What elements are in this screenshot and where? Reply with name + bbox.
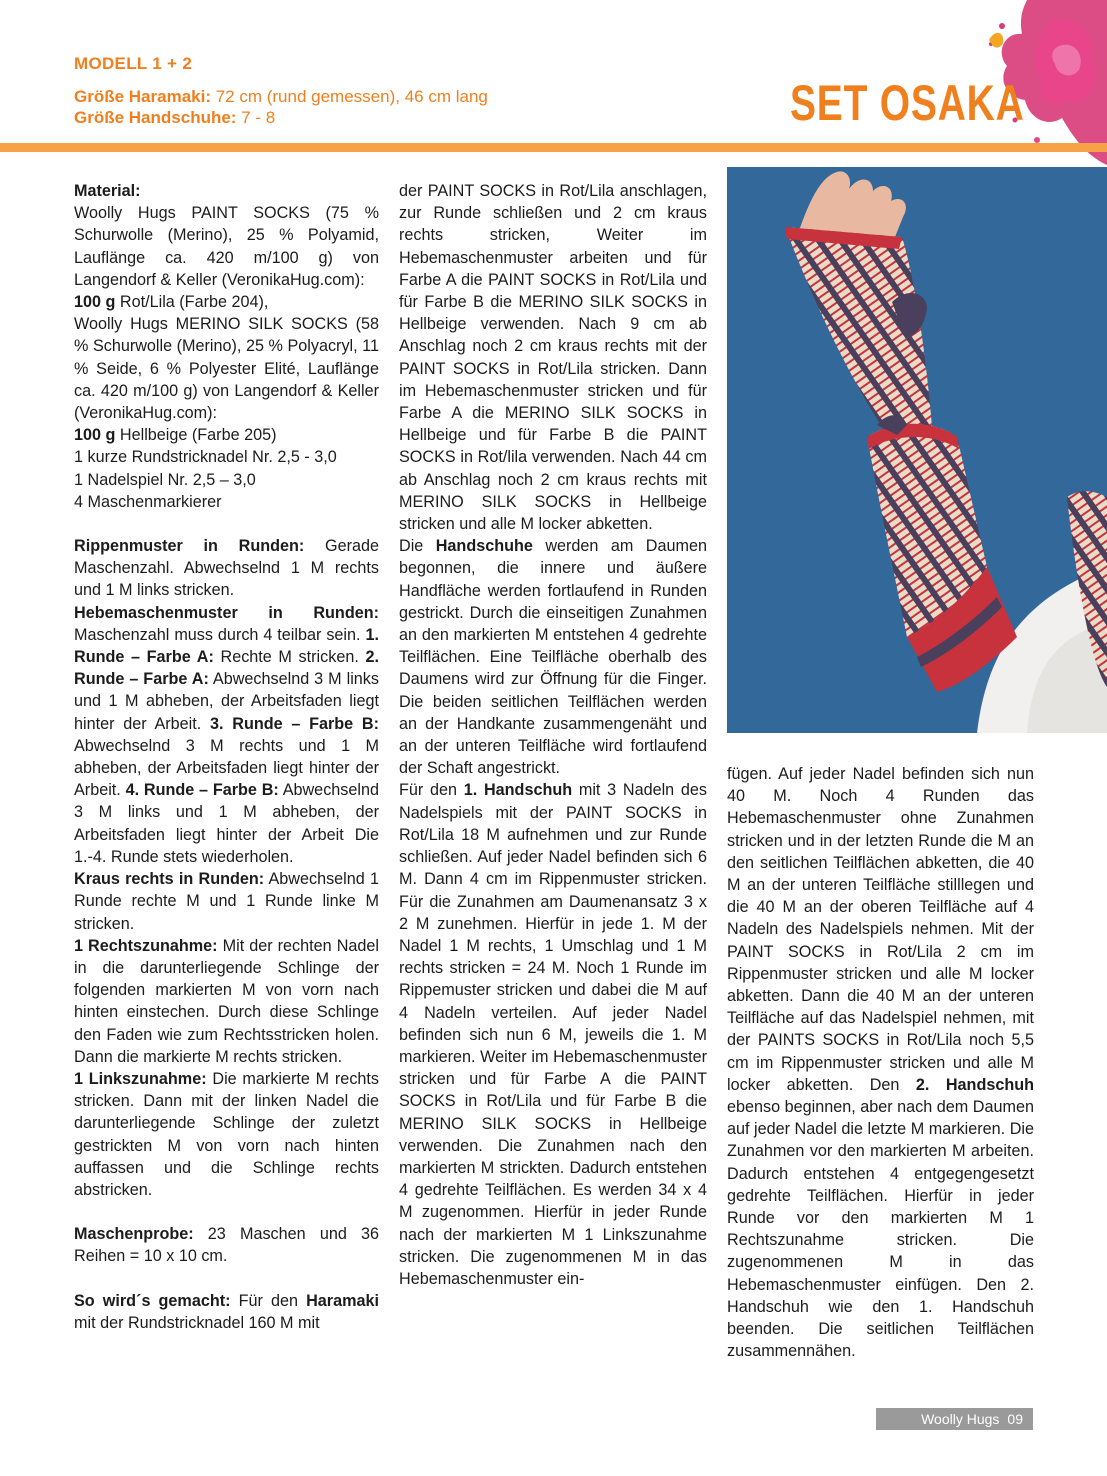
- material-item: Woolly Hugs MERINO SILK SOCKS (58 % Schurwolle (Merino), 25 % Polyacryl, 11 % Seide, 6 % Polyester Elité, Lauflänge ca. 420 m/100 g) von Langendorf & Keller (VeronikaHug.com):: [74, 315, 379, 423]
- slip-stitch-pattern: Hebemaschenmuster in Runden: Maschenzahl muss durch 4 teilbar sein. 1. Runde – Farbe A: Rechte M stricken. 2. Runde – Farbe A: Abwechselnd 3 M links und 1 M abheben, der Arbeitsfaden liegt hinter der Arbeit. 3. Runde – Farbe B: Abwechselnd 3 M rechts und 1 M abheben, der Arbeitsfaden liegt hinter der Arbeit. 4. Runde – Farbe B: Abwechselnd 3 M links und 1 M abheben, der Arbeitsfaden liegt hinter der Arbeit Die 1.-4. Runde stets wiederholen.: [74, 603, 379, 866]
- size-haramaki: Größe Haramaki: 72 cm (rund gemessen), 46 cm lang: [74, 87, 488, 106]
- material-item: 4 Maschenmarkierer: [74, 492, 222, 511]
- material-item: Woolly Hugs PAINT SOCKS (75 % Schurwolle (Merino), 25 % Polyamid, Lauflänge ca. 420 m/100 g) von Langendorf & Keller (VeronikaHug.com):: [74, 204, 379, 289]
- page-footer: [876, 1408, 1033, 1430]
- text-column-1: [74, 180, 379, 1334]
- brand-name: Woolly Hugs: [921, 1411, 1000, 1427]
- page-title: SET OSAKA: [790, 75, 1025, 131]
- header-divider: [0, 143, 1107, 152]
- gloves-finishing: fügen. Auf jeder Nadel befinden sich nun 40 M. Noch 4 Runden das Hebemaschenmuster ohne Zunahmen stricken und in der letzten Runde die M an den seitlichen Teilflächen abketten, die 40 M an der unteren Teilfläche stilllegen und die 40 M an der oberen Teilfläche auf 4 Nadeln des Nadelspiels nehmen. Mit der PAINT SOCKS in Rot/Lila 2 cm im Rippenmuster stricken und alle M locker abketten. Dann die 40 M an der unteren Teilfläche auf das Nadelspiel nehmen, mit der PAINTS SOCKS in Rot/Lila noch 5,5 cm im Rippenmuster stricken und alle M locker abketten. Den 2. Handschuh ebenso beginnen, aber nach dem Daumen auf jeder Nadel die letzte M markieren. Die Zunahmen vor den markierten M arbeiten. Dadurch entstehen 4 entgegengesetzt gedrehte Teilflächen. Hierfür in jeder Runde vor den markierten M 1 Rechtszunahme stricken. Die zugenommenen M in das Hebemaschenmuster einfügen. Den 2. Handschuh wie den 1. Handschuh beenden. Die seitlichen Teilflächen zusammennähen.: [727, 765, 1034, 1361]
- first-glove-instructions: Für den 1. Handschuh mit 3 Nadeln des Nadelspiels mit der PAINT SOCKS in Rot/Lila 18 M aufnehmen und zur Runde schließen. Auf jeder Nadel befinden sich 6 M. Dann 4 cm im Rippenmuster stricken. Für die Zunahmen am Daumenansatz 3 x 2 M zunehmen. Hierfür in jede 1. M der Nadel 1 M rechts, 1 Umschlag und 1 M rechts stricken = 24 M. Noch 1 Runde im Rippemuster stricken und dabei die M auf 4 Nadeln verteilen. Auf jeder Nadel befinden sich nun 6 M, jeweils die 1. M markieren. Weiter im Hebemaschenmuster stricken und für Farbe A die PAINT SOCKS in Rot/Lila und für Farbe B die MERINO SILK SOCKS in Hellbeige verwenden. Die Zunahmen nach den markierten M strickten. Dadurch entstehen 4 gedrehte Teilflächen. Es werden 34 x 4 M zugenommen. Hierfür in jeder Runde nach der markierten M 1 Linkszunahme stricken. Die zugenommenen M in das Hebemaschenmuster ein-: [399, 781, 708, 1288]
- material-item: 100 g Hellbeige (Farbe 205): [74, 426, 277, 445]
- rib-pattern: Rippenmuster in Runden: Gerade Maschenzahl. Abwechselnd 1 M rechts und 1 M links stricken.: [74, 537, 379, 600]
- gauge: Maschenprobe: 23 Maschen und 36 Reihen = 10 x 10 cm.: [74, 1225, 379, 1266]
- right-increase: 1 Rechtszunahme: Mit der rechten Nadel in die darunterliegende Schlinge der folgenden markierten M von vorn nach hinten einstechen. Durch diese Schlinge den Faden wie zum Rechtsstricken holen. Dann die markierte M rechts stricken.: [74, 936, 379, 1066]
- text-column-2: [399, 180, 707, 1290]
- text-column-3: [727, 763, 1034, 1362]
- material-item: 1 Nadelspiel Nr. 2,5 – 3,0: [74, 470, 256, 489]
- instructions-start: So wird´s gemacht: Für den Haramaki mit der Rundstricknadel 160 M mit: [74, 1291, 379, 1332]
- gloves-intro: Die Handschuhe werden am Daumen begonnen, die innere und äußere Handfläche werden fortlaufend in Runden gestrickt. Durch die einseitigen Zunahmen an den markierten M entstehen 4 gedrehte Teilflächen. Eine Teilfläche oberhalb des Daumens wird zur Öffnung für die Finger. Die beiden seitlichen Teilflächen werden an der Handkante zusammengenäht und an der unteren Teilfläche wird fortlaufend der Schaft angestrickt.: [399, 537, 707, 778]
- size-gloves: Größe Handschuhe: 7 - 8: [74, 108, 276, 127]
- left-increase: 1 Linkszunahme: Die markierte M rechts stricken. Dann mit der linken Nadel die darunterliegende Schlinge der zuletzt gestrickten M von vorn nach hinten auffassen und die Schlinge rechts abstricken.: [74, 1069, 380, 1199]
- garter-pattern: Kraus rechts in Runden: Abwechselnd 1 Runde rechte M und 1 Runde linke M stricken.: [74, 870, 379, 933]
- model-label: MODELL 1 + 2: [74, 54, 193, 73]
- material-item: 100 g Rot/Lila (Farbe 204),: [74, 293, 269, 312]
- model-header: [74, 54, 774, 128]
- product-photo: [727, 167, 1107, 733]
- page-number: 09: [1007, 1411, 1023, 1427]
- material-item: 1 kurze Rundstricknadel Nr. 2,5 - 3,0: [74, 448, 337, 467]
- material-heading: Material:: [74, 182, 141, 200]
- gloves-illustration: [727, 167, 1107, 733]
- haramaki-instructions: der PAINT SOCKS in Rot/Lila anschlagen, zur Runde schließen und 2 cm kraus rechts stricken, Weiter im Hebemaschenmuster arbeiten und für Farbe A die PAINT SOCKS in Rot/Lila und für Farbe B die MERINO SILK SOCKS in Hellbeige verwenden. Nach 9 cm ab Anschlag noch 2 cm kraus rechts mit der PAINT SOCKS in Rot/Lila stricken. Dann im Hebemaschenmuster stricken und für Farbe A die MERINO SILK SOCKS in Hellbeige und für Farbe B die PAINT SOCKS in Rot/lila verwenden. Nach 44 cm ab Anschlag noch 2 cm kraus rechts mit MERINO SILK SOCKS in Hellbeige stricken und alle M locker abketten.: [399, 182, 707, 534]
